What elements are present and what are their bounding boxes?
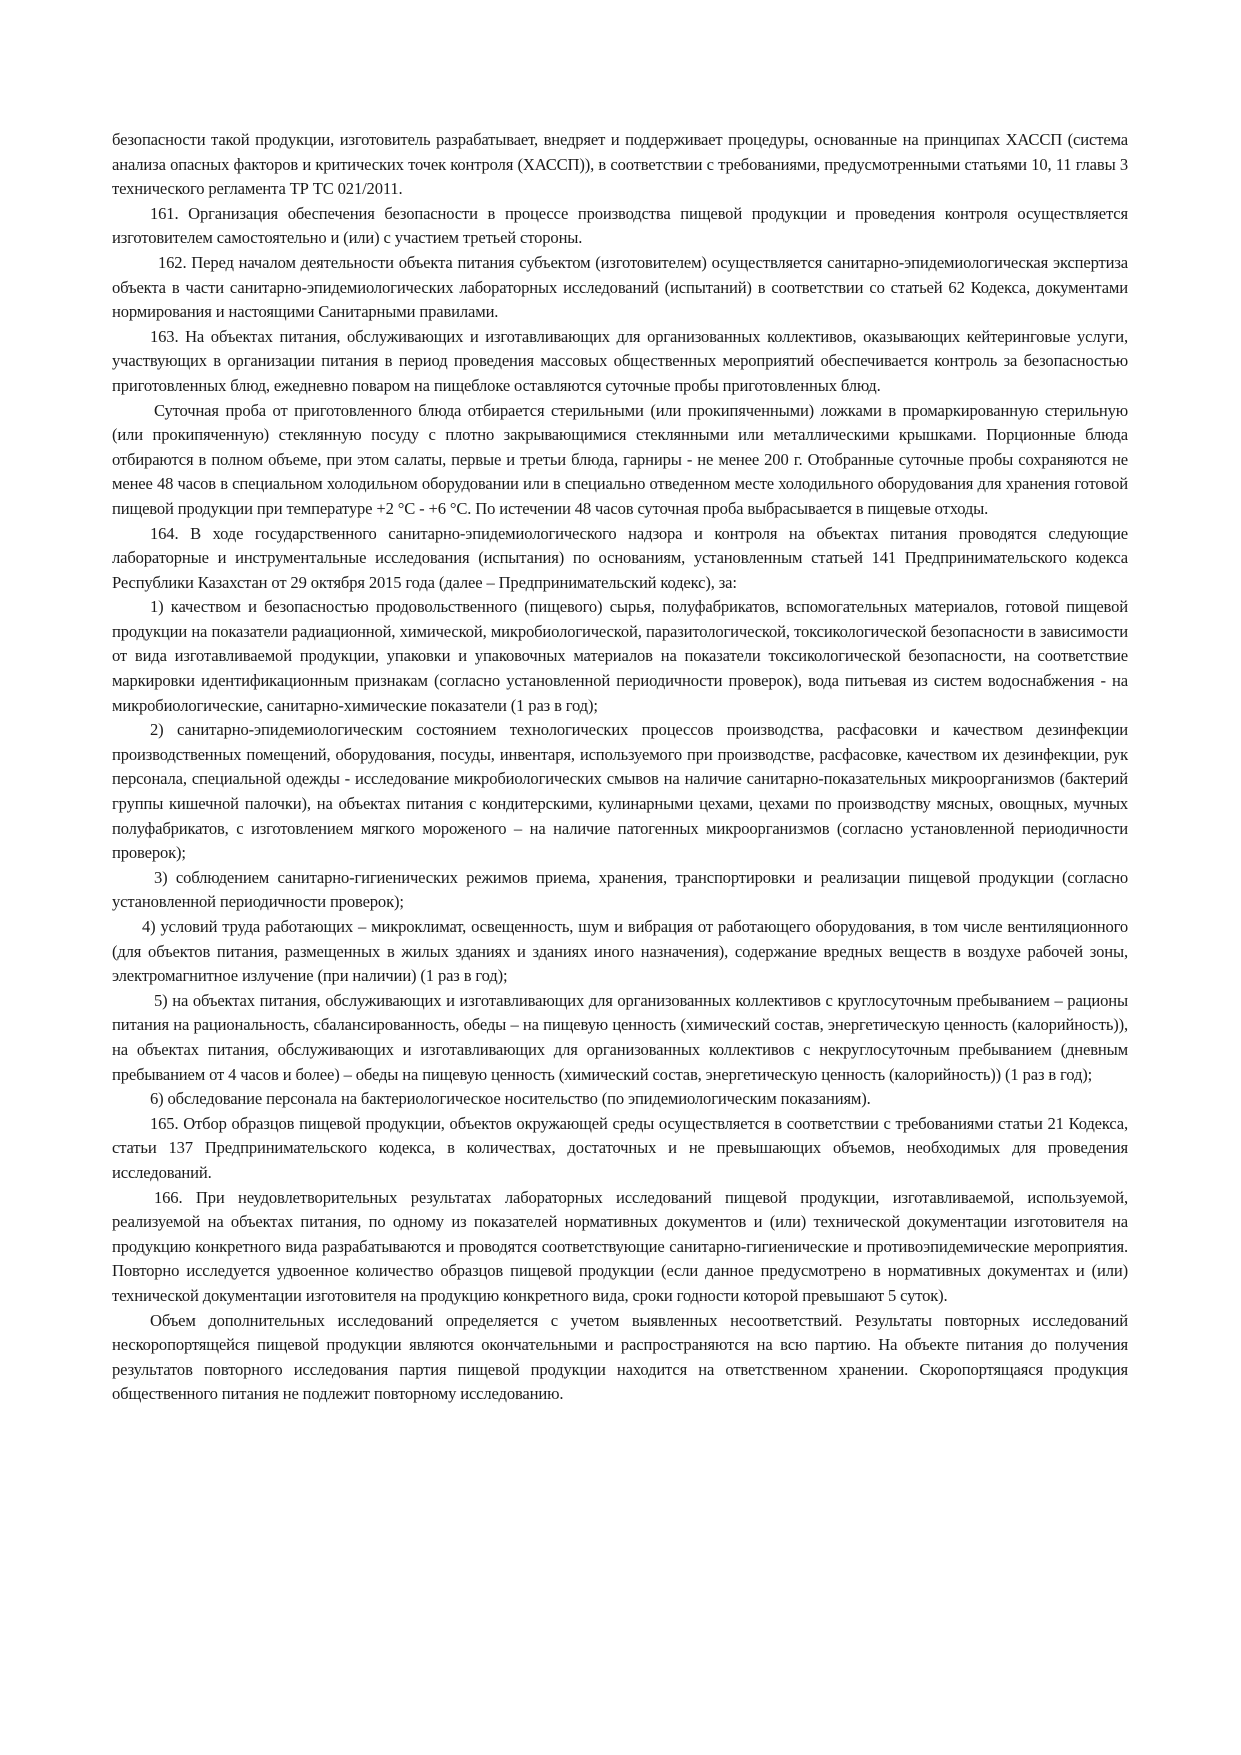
paragraph-164-item-2: 2) санитарно-эпидемиологическим состоянием технологических процессов производства, расфасовки и качеством дезинфекции производственных помещений, оборудования, посуды, инвентаря, используемого при производстве, расфасовке, качеством их дезинфекции, рук персонала, специальной одежды - исследование микробиологических смывов на наличие санитарно-показательных микроорганизмов (бактерий группы кишечной палочки), на объектах питания с кондитерскими, кулинарными цехами, цехами по производству мясных, овощных, мучных полуфабрикатов, с изготовлением мягкого мороженого – на наличие патогенных микроорганизмов (согласно установленной периодичности проверок); <box>112 720 1128 863</box>
paragraph-164-item-5: 5) на объектах питания, обслуживающих и изготавливающих для организованных коллективов с круглосуточным пребыванием – рационы питания на рациональность, сбалансированность, обеды – на пищевую ценность (химический состав, энергетическую ценность (калорийность)), на объектах питания, обслуживающих и изготавливающих для организованных коллективов с некруглосуточным пребыванием (дневным пребыванием от 4 часов и более) – обеды на пищевую ценность (химический состав, энергетическую ценность (калорийность)) (1 раз в год); <box>112 990 1128 1084</box>
paragraph-162: 162. Перед началом деятельности объекта питания субъектом (изготовителем) осуществляется санитарно-эпидемиологическая экспертиза объекта в части санитарно-эпидемиологических лабораторных исследований (испытаний) в соответствии со статьей 62 Кодекса, документами нормирования и настоящими Санитарными правилами. <box>112 252 1128 322</box>
paragraph-163-daily-sample: Суточная проба от приготовленного блюда отбирается стерильными (или прокипяченными) ложками в промаркированную стерильную (или прокипяченную) стеклянную посуду с плотно закрывающимися стеклянными или металлическими крышками. Порционные блюда отбираются в полном объеме, при этом салаты, первые и третьи блюда, гарниры - не менее 200 г. Отобранные суточные пробы сохраняются не менее 48 часов в специальном холодильном оборудовании или в специально отведенном месте холодильного оборудования для хранения готовой пищевой продукции при температуре +2 °С - +6 °С. По истечении 48 часов суточная проба выбрасывается в пищевые отходы. <box>112 400 1128 518</box>
paragraph-164-item-1: 1) качеством и безопасностью продовольственного (пищевого) сырья, полуфабрикатов, вспомогательных материалов, готовой пищевой продукции на показатели радиационной, химической, микробиологической, паразитологической, токсикологической безопасности в зависимости от вида изготавливаемой продукции, упаковки и упаковочных материалов на показатели токсикологической безопасности, на соответствие маркировки идентификационным признакам (согласно установленной периодичности проверок), вода питьевая из систем водоснабжения - на микробиологические, санитарно-химические показатели (1 раз в год); <box>112 597 1128 715</box>
paragraph-164-item-3: 3) соблюдением санитарно-гигиенических режимов приема, хранения, транспортировки и реализации пищевой продукции (согласно установленной периодичности проверок); <box>112 867 1128 912</box>
paragraph-161: 161. Организация обеспечения безопасности в процессе производства пищевой продукции и проведения контроля осуществляется изготовителем самостоятельно и (или) с участием третьей стороны. <box>112 203 1128 248</box>
paragraph-163: 163. На объектах питания, обслуживающих и изготавливающих для организованных коллективов, оказывающих кейтеринговые услуги, участвующих в организации питания в период проведения массовых общественных мероприятий обеспечивается контроль за безопасностью приготовленных блюд, ежедневно поваром на пищеблоке оставляются суточные пробы приготовленных блюд. <box>112 326 1128 395</box>
paragraph-164: 164. В ходе государственного санитарно-эпидемиологического надзора и контроля на объектах питания проводятся следующие лабораторные и инструментальные исследования (испытания) по основаниям, установленным статьей 141 Предпринимательского кодекса Республики Казахстан от 29 октября 2015 года (далее – Предпринимательский кодекс), за: <box>112 523 1128 592</box>
paragraph-166: 166. При неудовлетворительных результатах лабораторных исследований пищевой продукции, изготавливаемой, используемой, реализуемой на объектах питания, по одному из показателей нормативных документов и (или) технической документации изготовителя на продукцию конкретного вида разрабатываются и проводятся соответствующие санитарно-гигиенические и противоэпидемические мероприятия. Повторно исследуется удвоенное количество образцов пищевой продукции (если данное предусмотрено в нормативных документах и (или) технической документации изготовителя на продукцию конкретного вида, сроки годности которой превышают 5 суток). <box>112 1187 1128 1305</box>
paragraph-continuation: безопасности такой продукции, изготовитель разрабатывает, внедряет и поддерживает процедуры, основанные на принципах ХАССП (система анализа опасных факторов и критических точек контроля (ХАССП)), в соответствии с требованиями, предусмотренными статьями 10, 11 главы 3 технического регламента ТР ТС 021/2011. <box>112 130 1128 199</box>
document-page <box>112 128 1128 1407</box>
paragraph-164-item-6: 6) обследование персонала на бактериологическое носительство (по эпидемиологическим показаниям). <box>150 1089 871 1109</box>
paragraph-165: 165. Отбор образцов пищевой продукции, объектов окружающей среды осуществляется в соответствии с требованиями статьи 21 Кодекса, статьи 137 Предпринимательского кодекса, в количествах, достаточных и не превышающих объемов, необходимых для проведения исследований. <box>112 1113 1128 1182</box>
paragraph-164-item-4: 4) условий труда работающих – микроклимат, освещенность, шум и вибрация от работающего оборудования, в том числе вентиляционного (для объектов питания, размещенных в жилых зданиях и зданиях иного назначения), содержание вредных веществ в воздухе рабочей зоны, электромагнитное излучение (при наличии) (1 раз в год); <box>112 917 1128 986</box>
paragraph-166-additional-volume: Объем дополнительных исследований определяется с учетом выявленных несоответствий. Результаты повторных исследований нескоропортящейся пищевой продукции являются окончательными и распространяются на всю партию. На объекте питания до получения результатов повторного исследования партия пищевой продукции находится на ответственном хранении. Скоропортящаяся продукция общественного питания не подлежит повторному исследованию. <box>112 1310 1128 1404</box>
